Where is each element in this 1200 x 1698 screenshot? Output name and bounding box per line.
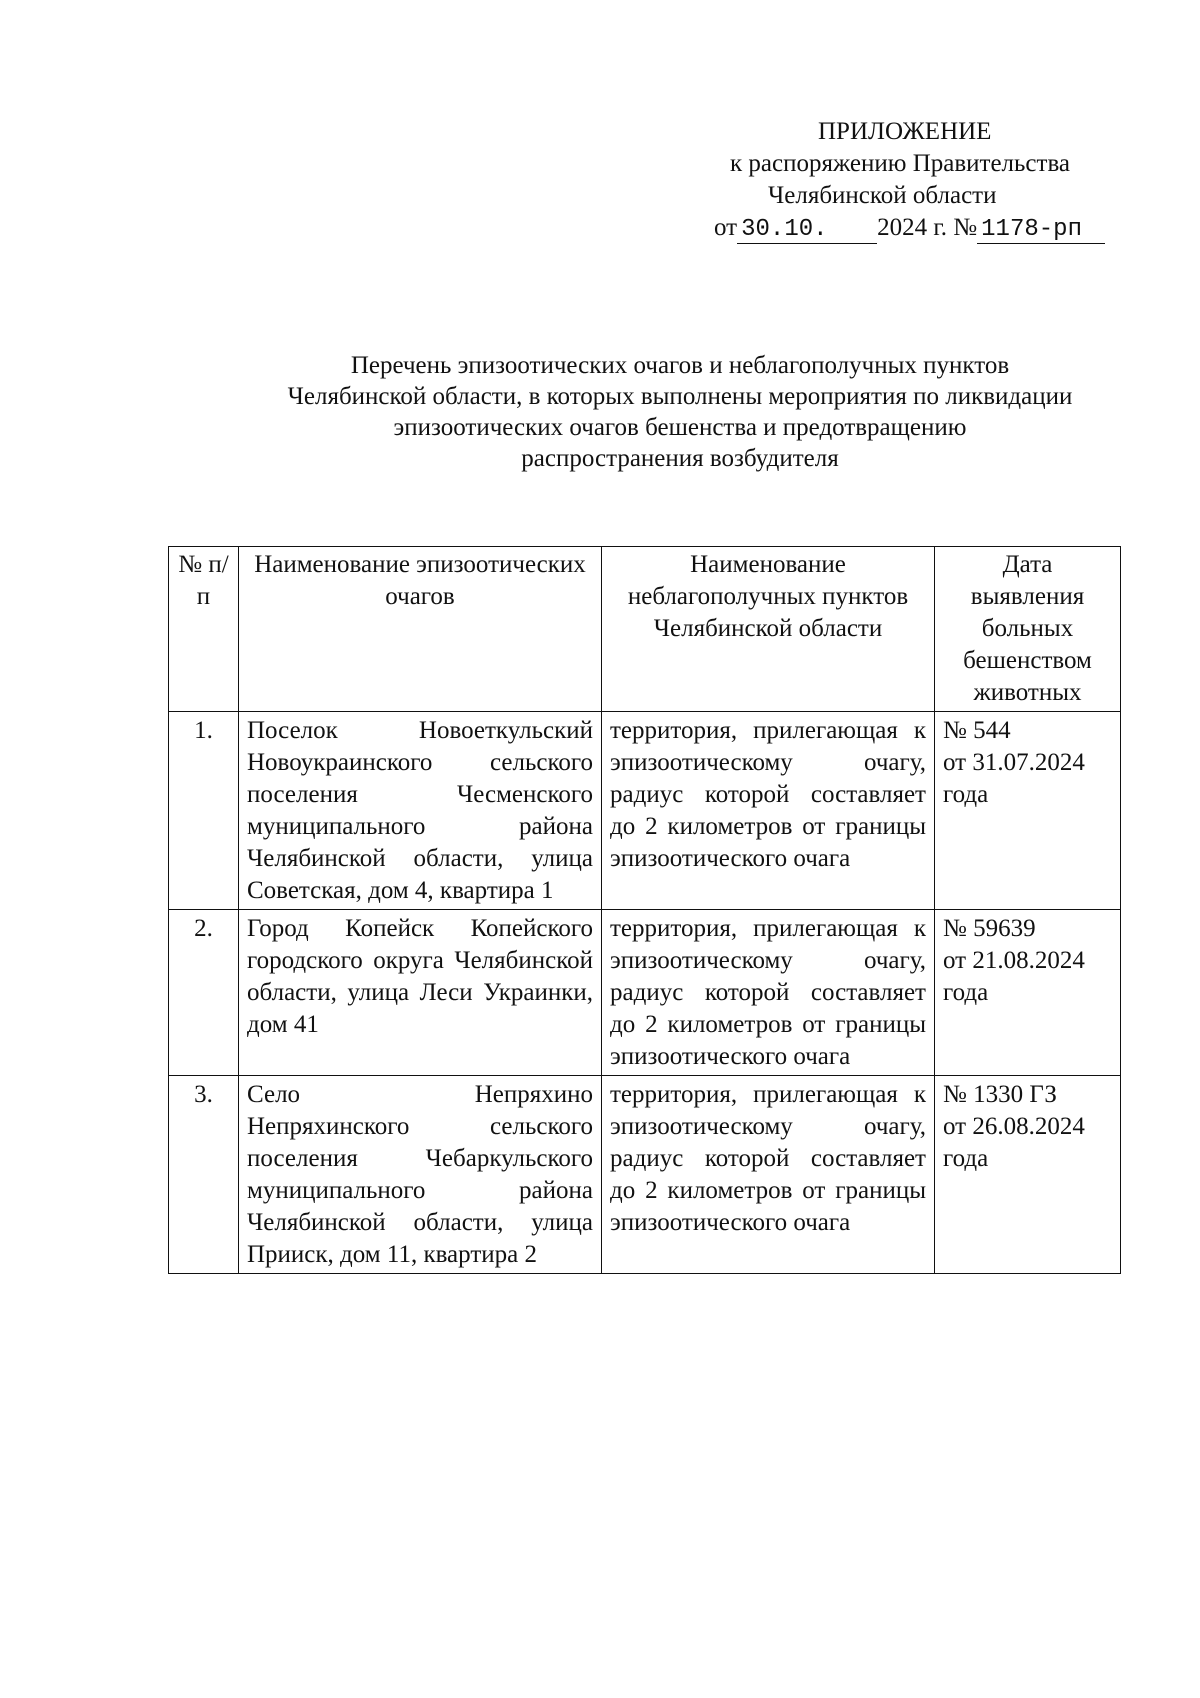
table-row [169, 910, 1121, 1076]
date-cell [935, 712, 1121, 910]
title-line: эпизоотических очагов бешенства и предотвращению [393, 414, 967, 441]
row-number: 1. [169, 712, 239, 910]
appendix-date-line [700, 212, 1140, 244]
table-header-row [169, 547, 1121, 712]
doc-number: № 1330 ГЗ [943, 1081, 1057, 1108]
ordinance-date: 30.10. [737, 217, 877, 244]
date-cell [935, 910, 1121, 1076]
appendix-block [700, 116, 1140, 244]
doc-year: года [943, 781, 989, 808]
doc-number: № 544 [943, 717, 1011, 744]
row-number: 3. [169, 1076, 239, 1274]
point-cell: территория, прилегающая к эпизоотическому очагу, радиус которой составляет до 2 километров от границы эпизоотического очага [602, 910, 935, 1076]
ordinance-number: 1178-рп [977, 217, 1105, 244]
row-number: 2. [169, 910, 239, 1076]
focus-cell: Село Непряхино Непряхинского сельского поселения Чебаркульского муниципального района Челябинской области, улица Прииск, дом 11, квартира 2 [239, 1076, 602, 1274]
table-row [169, 1076, 1121, 1274]
focus-cell: Поселок Новоеткульский Новоукраинского сельского поселения Чесменского муниципального района Челябинской области, улица Советская, дом 4, квартира 1 [239, 712, 602, 910]
foci-table [168, 546, 1121, 1274]
header-point: Наименование неблагополучных пунктов Челябинской области [602, 547, 935, 712]
header-focus: Наименование эпизоотических очагов [239, 547, 602, 712]
title-line: распространения возбудителя [521, 445, 839, 472]
date-prefix: от [714, 214, 738, 241]
appendix-title: ПРИЛОЖЕНИЕ [818, 118, 992, 145]
title-line: Перечень эпизоотических очагов и неблагополучных пунктов [350, 352, 1010, 379]
point-cell: территория, прилегающая к эпизоотическому очагу, радиус которой составляет до 2 километров от границы эпизоотического очага [602, 712, 935, 910]
point-cell: территория, прилегающая к эпизоотическому очагу, радиус которой составляет до 2 километров от границы эпизоотического очага [602, 1076, 935, 1274]
focus-cell: Город Копейск Копейского городского округа Челябинской области, улица Леси Украинки, дом 41 [239, 910, 602, 1076]
header-date: Дата выявления больных бешенством животных [935, 547, 1121, 712]
header-num: № п/п [169, 547, 239, 712]
table-row [169, 712, 1121, 910]
appendix-line-region: Челябинской области [768, 182, 997, 209]
doc-number: № 59639 [943, 915, 1036, 942]
date-cell [935, 1076, 1121, 1274]
doc-date: от 26.08.2024 [943, 1113, 1085, 1140]
doc-year: года [943, 1145, 989, 1172]
document-title [240, 350, 1120, 474]
doc-year: года [943, 979, 989, 1006]
title-line: Челябинской области, в которых выполнены мероприятия по ликвидации [287, 383, 1073, 410]
appendix-line-ordinance: к распоряжению Правительства [730, 150, 1071, 177]
ordinance-year: 2024 г. № [877, 214, 978, 241]
doc-date: от 21.08.2024 [943, 947, 1085, 974]
doc-date: от 31.07.2024 [943, 749, 1085, 776]
